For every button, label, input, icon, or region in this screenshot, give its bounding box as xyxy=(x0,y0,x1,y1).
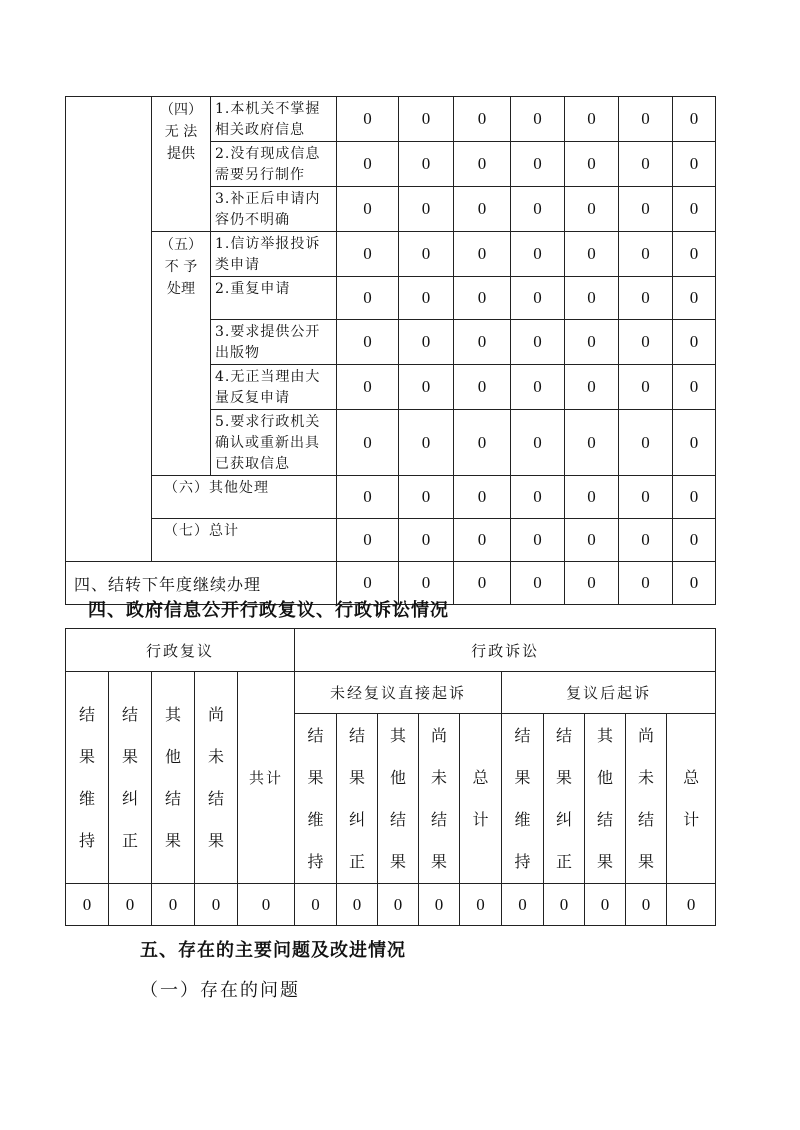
header-char: 维 xyxy=(514,809,531,829)
litigation-result-header xyxy=(460,714,502,884)
litigation-result-header xyxy=(502,714,544,884)
value-cell: 0 xyxy=(454,142,511,187)
application-results-table xyxy=(65,96,716,605)
litigation-result-header xyxy=(667,714,716,884)
header-char: 持 xyxy=(307,851,324,871)
category-line: （四） xyxy=(160,102,202,118)
value-cell: 0 xyxy=(399,187,454,232)
review-result-header xyxy=(152,672,195,884)
value-cell: 0 xyxy=(626,884,667,926)
reason-label xyxy=(211,142,337,187)
value-cell: 0 xyxy=(619,476,673,519)
table-row xyxy=(66,629,716,672)
values-row xyxy=(66,884,716,926)
value-cell: 0 xyxy=(460,884,502,926)
value-cell: 0 xyxy=(673,277,716,320)
direct-suit-header: 未经复议直接起诉 xyxy=(295,672,502,714)
reason-line: 出版物 xyxy=(215,345,260,361)
value-cell: 0 xyxy=(502,884,544,926)
review-result-header xyxy=(109,672,152,884)
value-cell: 0 xyxy=(511,97,565,142)
value-cell: 0 xyxy=(619,187,673,232)
value-cell: 0 xyxy=(565,232,619,277)
subsection1-title: （一）存在的问题 xyxy=(140,980,300,1001)
reason-line: 需要另行制作 xyxy=(215,167,305,183)
reason-line: 2.重复申请 xyxy=(215,281,291,297)
value-cell: 0 xyxy=(399,410,454,476)
reason-label xyxy=(211,277,337,320)
value-cell: 0 xyxy=(152,884,195,926)
review-result-header xyxy=(66,672,109,884)
header-char: 未 xyxy=(431,767,448,787)
value-cell: 0 xyxy=(511,365,565,410)
value-cell: 0 xyxy=(337,187,399,232)
header-char: 果 xyxy=(78,746,95,766)
reason-line: 类申请 xyxy=(215,257,260,273)
table-row xyxy=(66,672,716,714)
other-handling-row xyxy=(66,476,716,519)
header-char: 果 xyxy=(349,767,366,787)
value-cell: 0 xyxy=(565,142,619,187)
value-cell: 0 xyxy=(565,320,619,365)
litigation-result-header xyxy=(337,714,378,884)
value-cell: 0 xyxy=(673,410,716,476)
value-cell: 0 xyxy=(673,365,716,410)
value-cell: 0 xyxy=(619,562,673,605)
header-char: 果 xyxy=(121,746,138,766)
reason-line: 容仍不明确 xyxy=(215,212,290,228)
value-cell: 0 xyxy=(454,97,511,142)
header-char: 结 xyxy=(597,809,614,829)
litigation-result-header xyxy=(378,714,419,884)
value-cell: 0 xyxy=(337,562,399,605)
value-cell: 0 xyxy=(565,519,619,562)
header-char: 果 xyxy=(164,830,181,850)
header-char: 结 xyxy=(556,725,573,745)
header-char: 纠 xyxy=(556,809,573,829)
value-cell: 0 xyxy=(673,519,716,562)
value-cell: 0 xyxy=(673,97,716,142)
value-cell: 0 xyxy=(399,519,454,562)
header-char: 果 xyxy=(638,851,655,871)
header-char: 果 xyxy=(207,830,224,850)
reason-label xyxy=(211,97,337,142)
not-processed-category xyxy=(152,232,211,476)
reason-line: 3.要求提供公开 xyxy=(215,324,321,340)
value-cell: 0 xyxy=(337,410,399,476)
reason-line: 2.没有现成信息 xyxy=(215,146,321,162)
litigation-result-header xyxy=(295,714,337,884)
value-cell: 0 xyxy=(511,320,565,365)
header-char: 其 xyxy=(164,704,181,724)
reason-line: 1.信访举报投诉 xyxy=(215,236,321,252)
header-char: 结 xyxy=(390,809,407,829)
total-label: （七）总计 xyxy=(152,519,337,562)
value-cell: 0 xyxy=(565,97,619,142)
header-char: 果 xyxy=(431,851,448,871)
value-cell: 0 xyxy=(337,232,399,277)
header-char: 尚 xyxy=(207,704,224,724)
header-char: 结 xyxy=(514,725,531,745)
reason-line: 相关政府信息 xyxy=(215,122,305,138)
blank-category-cell xyxy=(66,97,152,562)
value-cell: 0 xyxy=(511,232,565,277)
header-char: 结 xyxy=(207,788,224,808)
admin-litigation-header: 行政诉讼 xyxy=(295,629,716,672)
reason-line: 5.要求行政机关 xyxy=(215,414,321,430)
header-char: 他 xyxy=(390,767,407,787)
value-cell: 0 xyxy=(454,519,511,562)
value-cell: 0 xyxy=(619,277,673,320)
value-cell: 0 xyxy=(619,232,673,277)
value-cell: 0 xyxy=(619,410,673,476)
litigation-result-header xyxy=(585,714,626,884)
header-char: 其 xyxy=(597,725,614,745)
value-cell: 0 xyxy=(454,410,511,476)
header-char: 纠 xyxy=(121,788,138,808)
header-char: 果 xyxy=(514,767,531,787)
header-char: 果 xyxy=(390,851,407,871)
reason-line: 量反复申请 xyxy=(215,390,290,406)
value-cell: 0 xyxy=(399,232,454,277)
header-char: 尚 xyxy=(638,725,655,745)
total-row xyxy=(66,519,716,562)
value-cell: 0 xyxy=(673,562,716,605)
reason-line: 确认或重新出具 xyxy=(215,435,320,451)
review-litigation-body xyxy=(66,629,716,926)
admin-review-header: 行政复议 xyxy=(66,629,295,672)
value-cell: 0 xyxy=(673,142,716,187)
header-char: 果 xyxy=(597,851,614,871)
category-line: 处理 xyxy=(167,281,195,297)
value-cell: 0 xyxy=(511,519,565,562)
header-char: 正 xyxy=(121,830,138,850)
header-char: 他 xyxy=(164,746,181,766)
value-cell: 0 xyxy=(337,476,399,519)
value-cell: 0 xyxy=(565,187,619,232)
value-cell: 0 xyxy=(454,232,511,277)
reason-line: 1.本机关不掌握 xyxy=(215,101,321,117)
value-cell: 0 xyxy=(337,277,399,320)
header-char: 结 xyxy=(349,725,366,745)
header-char: 总 xyxy=(683,767,700,787)
header-char: 未 xyxy=(638,767,655,787)
value-cell: 0 xyxy=(565,277,619,320)
reason-line: 已获取信息 xyxy=(215,456,290,472)
header-char: 他 xyxy=(597,767,614,787)
header-char: 维 xyxy=(307,809,324,829)
litigation-result-header xyxy=(544,714,585,884)
category-line: （五） xyxy=(160,237,202,253)
cannot-provide-category xyxy=(152,97,211,232)
value-cell: 0 xyxy=(511,277,565,320)
header-char: 结 xyxy=(638,809,655,829)
value-cell: 0 xyxy=(337,519,399,562)
value-cell: 0 xyxy=(454,365,511,410)
value-cell: 0 xyxy=(337,142,399,187)
category-line: 无 法 xyxy=(164,124,198,140)
value-cell: 0 xyxy=(454,277,511,320)
header-char: 计 xyxy=(683,809,700,829)
value-cell: 0 xyxy=(399,320,454,365)
value-cell: 0 xyxy=(585,884,626,926)
header-char: 持 xyxy=(514,851,531,871)
header-char: 结 xyxy=(307,725,324,745)
value-cell: 0 xyxy=(66,884,109,926)
reason-line: 4.无正当理由大 xyxy=(215,369,321,385)
header-char: 结 xyxy=(78,704,95,724)
value-cell: 0 xyxy=(454,187,511,232)
value-cell: 0 xyxy=(619,365,673,410)
reason-label xyxy=(211,187,337,232)
section5-title: 五、存在的主要问题及改进情况 xyxy=(140,940,406,961)
category-line: 提供 xyxy=(167,146,195,162)
header-char: 果 xyxy=(307,767,324,787)
header-char: 持 xyxy=(78,830,95,850)
after-review-suit-header: 复议后起诉 xyxy=(502,672,716,714)
value-cell: 0 xyxy=(619,142,673,187)
value-cell: 0 xyxy=(295,884,337,926)
value-cell: 0 xyxy=(337,884,378,926)
reason-line: 3.补正后申请内 xyxy=(215,191,321,207)
value-cell: 0 xyxy=(399,97,454,142)
header-char: 维 xyxy=(78,788,95,808)
value-cell: 0 xyxy=(378,884,419,926)
value-cell: 0 xyxy=(454,320,511,365)
header-char: 结 xyxy=(431,809,448,829)
value-cell: 0 xyxy=(337,97,399,142)
header-char: 纠 xyxy=(349,809,366,829)
value-cell: 0 xyxy=(511,562,565,605)
value-cell: 0 xyxy=(399,142,454,187)
section4-title: 四、政府信息公开行政复议、行政诉讼情况 xyxy=(88,600,449,621)
value-cell: 0 xyxy=(619,320,673,365)
litigation-result-header xyxy=(419,714,460,884)
value-cell: 0 xyxy=(454,476,511,519)
header-char: 尚 xyxy=(431,725,448,745)
review-litigation-table xyxy=(65,628,716,926)
litigation-result-header xyxy=(626,714,667,884)
value-cell: 0 xyxy=(399,277,454,320)
header-char: 结 xyxy=(164,788,181,808)
value-cell: 0 xyxy=(109,884,152,926)
value-cell: 0 xyxy=(619,97,673,142)
other-handling-label: （六）其他处理 xyxy=(152,476,337,519)
value-cell: 0 xyxy=(673,232,716,277)
value-cell: 0 xyxy=(454,562,511,605)
review-result-header xyxy=(195,672,238,884)
carry-over-label: 四、结转下年度继续办理 xyxy=(66,562,337,605)
value-cell: 0 xyxy=(511,187,565,232)
table-row xyxy=(66,232,716,277)
header-char: 未 xyxy=(207,746,224,766)
header-char: 总 xyxy=(472,767,489,787)
value-cell: 0 xyxy=(238,884,295,926)
reason-label xyxy=(211,410,337,476)
value-cell: 0 xyxy=(419,884,460,926)
value-cell: 0 xyxy=(565,410,619,476)
value-cell: 0 xyxy=(565,365,619,410)
value-cell: 0 xyxy=(399,365,454,410)
category-line: 不 予 xyxy=(164,259,198,275)
header-char: 果 xyxy=(556,767,573,787)
header-char: 其 xyxy=(390,725,407,745)
value-cell: 0 xyxy=(544,884,585,926)
reason-label xyxy=(211,365,337,410)
table-row xyxy=(66,97,716,142)
header-char: 正 xyxy=(556,851,573,871)
value-cell: 0 xyxy=(399,562,454,605)
value-cell: 0 xyxy=(195,884,238,926)
value-cell: 0 xyxy=(565,476,619,519)
value-cell: 0 xyxy=(511,142,565,187)
header-char: 计 xyxy=(472,809,489,829)
value-cell: 0 xyxy=(511,476,565,519)
header-char: 正 xyxy=(349,851,366,871)
reason-label xyxy=(211,232,337,277)
application-results-body xyxy=(66,97,716,605)
value-cell: 0 xyxy=(619,519,673,562)
reason-label xyxy=(211,320,337,365)
value-cell: 0 xyxy=(673,476,716,519)
header-char: 结 xyxy=(121,704,138,724)
value-cell: 0 xyxy=(673,320,716,365)
review-total-header: 共计 xyxy=(238,672,295,884)
value-cell: 0 xyxy=(673,187,716,232)
value-cell: 0 xyxy=(337,365,399,410)
value-cell: 0 xyxy=(399,476,454,519)
value-cell: 0 xyxy=(337,320,399,365)
value-cell: 0 xyxy=(511,410,565,476)
value-cell: 0 xyxy=(667,884,716,926)
value-cell: 0 xyxy=(565,562,619,605)
